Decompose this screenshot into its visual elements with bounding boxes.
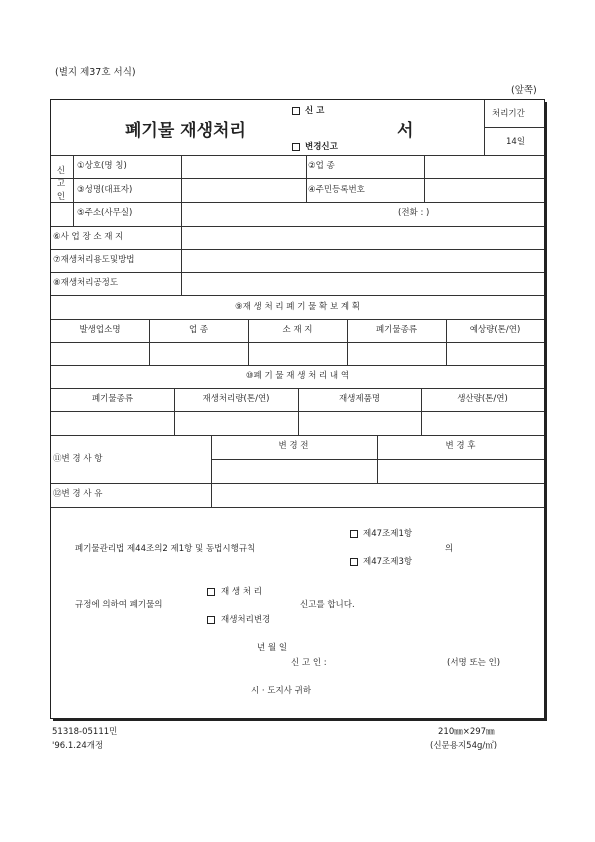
article-47-1-label: 제47조제1항: [363, 529, 413, 539]
plan-section-title: ⑨재 생 처 리 폐 기 물 확 보 계 획: [235, 302, 360, 312]
law-reference-text: 폐기물관리법 제44조의2 제1항 및 동법시행규칙: [75, 544, 256, 554]
report-option-label: 신 고: [305, 106, 325, 116]
recycle-option-label: 재 생 처 리: [221, 587, 262, 597]
plan-col-header: 업 종: [188, 325, 209, 335]
article-47-3-label: 제47조제3항: [363, 557, 413, 567]
plan-col-header: 소 재 지: [282, 325, 313, 335]
plan-col-header: 발생업소명: [79, 325, 121, 335]
recycle-change-option-label: 재생처리변경: [221, 615, 271, 625]
plan-col-header: 폐기물종류: [375, 325, 418, 335]
processing-period-value: 14일: [506, 137, 526, 147]
form-title: 폐기물 재생처리: [125, 121, 246, 141]
use-method-label: ⑦재생처리용도및방법: [53, 255, 135, 265]
process-label: ⑧재생처리공정도: [53, 278, 119, 288]
applicant-signature-label: 신 고 인 :: [291, 658, 327, 668]
page-side-label: (앞쪽): [511, 85, 537, 96]
business-name-label: ①상호(명 칭): [77, 161, 127, 171]
article-47-1-checkbox[interactable]: [350, 530, 358, 538]
change-reason-label: ⑫변 경 사 유: [53, 489, 103, 499]
paper-type: (신문용지54g/㎡): [430, 741, 498, 751]
paper-size: 210㎜×297㎜: [438, 727, 495, 737]
article-47-3-checkbox[interactable]: [350, 558, 358, 566]
change-items-label: ⑪변 경 사 항: [53, 454, 103, 464]
registration-number-label: ④주민등록번호: [308, 185, 365, 195]
form-title-suffix: 서: [397, 121, 414, 141]
plan-col-header: 예상량(톤/연): [469, 325, 521, 335]
date-line: 년 월 일: [257, 643, 288, 653]
details-col-header: 폐기물종류: [91, 394, 134, 404]
revision-date: '96.1.24개정: [52, 741, 104, 751]
submit-statement: 신고를 합니다.: [300, 600, 355, 610]
form-number: (별지 제37호 서식): [55, 67, 136, 78]
after-change-header: 변 경 후: [445, 441, 476, 451]
representative-label: ③성명(대표자): [77, 185, 133, 195]
signature-note: (서명 또는 인): [447, 658, 501, 668]
recycle-change-checkbox[interactable]: [207, 616, 215, 624]
recycle-checkbox[interactable]: [207, 588, 215, 596]
recipient-line: 시 · 도지사 귀하: [251, 686, 312, 696]
rule-reference-text: 규정에 의하여 폐기물의: [75, 600, 163, 610]
change-report-option-label: 변경신고: [305, 142, 338, 152]
details-section-title: ⑩폐 기 물 재 생 처 리 내 역: [245, 371, 350, 381]
processing-period-label: 처리기간: [492, 109, 525, 119]
applicant-group-label: 신고인: [56, 166, 66, 202]
details-col-header: 재생제품명: [338, 394, 381, 404]
of-text: 의: [445, 544, 454, 554]
before-change-header: 변 경 전: [278, 441, 309, 451]
form-code: 51318-05111민: [52, 727, 118, 737]
report-checkbox[interactable]: [292, 107, 300, 115]
phone-label: (전화 : ): [398, 208, 430, 218]
details-col-header: 생산량(톤/연): [457, 394, 508, 404]
business-type-label: ②업 종: [308, 161, 335, 171]
site-location-label: ⑥사 업 장 소 재 지: [53, 232, 124, 242]
change-report-checkbox[interactable]: [292, 143, 300, 151]
address-label: ⑤주소(사무실): [77, 208, 133, 218]
details-col-header: 재생처리량(톤/연): [202, 394, 270, 404]
